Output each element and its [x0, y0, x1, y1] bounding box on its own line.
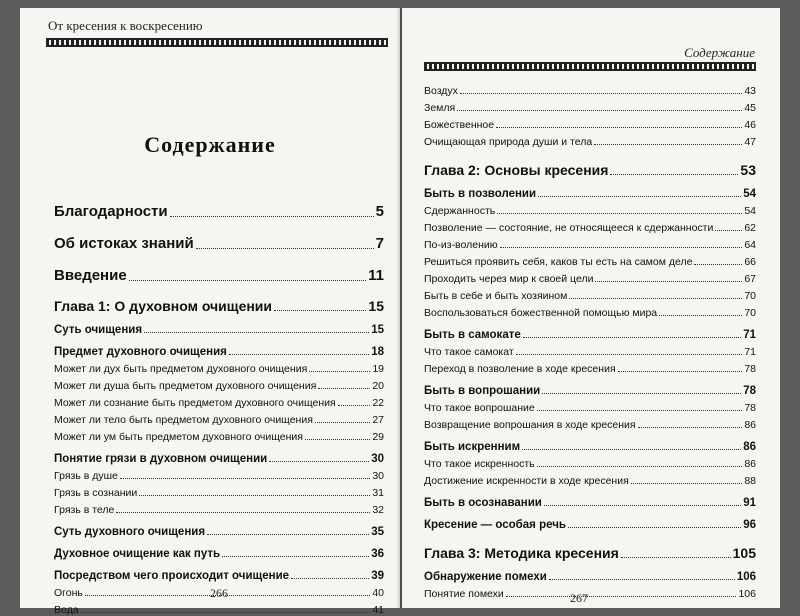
toc-entry-title: Может ли дух быть предметом духовного очищения	[54, 363, 308, 375]
toc-entry-title: Введение	[54, 267, 127, 284]
toc-entry-page: 45	[744, 102, 756, 114]
toc-entry-page: 40	[372, 587, 384, 599]
toc-entry-page: 31	[372, 487, 384, 499]
toc-leader-dots	[457, 110, 742, 111]
left-ornament-rule	[46, 38, 388, 47]
toc-leader-dots	[631, 483, 743, 484]
toc-entry-title: Понятие грязи в духовном очищении	[54, 453, 268, 465]
toc-leader-dots	[460, 93, 742, 94]
toc-entry	[424, 397, 756, 414]
toc-entry	[424, 319, 756, 341]
toc-entry	[424, 251, 756, 268]
toc-entry	[54, 426, 384, 443]
toc-entry-page: 18	[371, 346, 384, 358]
toc-entry-page: 53	[740, 162, 756, 178]
toc-entry-title: Может ли душа быть предметом духовного очищения	[54, 380, 317, 392]
toc-entry	[424, 531, 756, 561]
toc-entry	[424, 470, 756, 487]
toc-entry	[424, 583, 756, 600]
toc-entry-page: 27	[372, 414, 384, 426]
toc-entry	[54, 560, 384, 582]
toc-leader-dots	[659, 315, 742, 316]
toc-entry-title: Может ли тело быть предметом духовного очищения	[54, 414, 313, 426]
toc-entry-title: Суть очищения	[54, 324, 143, 336]
toc-entry-page: 30	[372, 470, 384, 482]
toc-entry-title: Суть духовного очищения	[54, 526, 206, 538]
toc-entry-title: Воспользоваться божественной помощью мира	[424, 307, 658, 319]
toc-entry	[424, 375, 756, 397]
toc-entry	[424, 234, 756, 251]
toc-leader-dots	[229, 354, 369, 355]
toc-entry-title: Божественное	[424, 119, 495, 131]
toc-entry-title: Вода	[54, 604, 79, 616]
toc-entry	[54, 599, 384, 616]
toc-leader-dots	[638, 427, 743, 428]
toc-entry-title: Грязь в душе	[54, 470, 118, 482]
toc-entry	[424, 414, 756, 431]
toc-leader-dots	[144, 332, 369, 333]
toc-leader-dots	[274, 310, 366, 311]
toc-entry-page: 78	[744, 402, 756, 414]
toc-entry-title: Об истоках знаний	[54, 235, 194, 252]
toc-leader-dots	[506, 596, 737, 597]
toc-entry-title: Быть в позволении	[424, 188, 537, 200]
toc-leader-dots	[315, 422, 370, 423]
toc-entry-page: 78	[743, 385, 756, 397]
toc-entry-page: 88	[744, 475, 756, 487]
toc-entry-page: 35	[371, 526, 384, 538]
toc-leader-dots	[522, 449, 741, 450]
toc-entry	[424, 561, 756, 583]
toc-leader-dots	[568, 527, 741, 528]
toc-entry-title: Быть в самокате	[424, 329, 521, 341]
toc-entry	[54, 499, 384, 516]
toc-entry-page: 41	[372, 604, 384, 616]
toc-entry	[424, 114, 756, 131]
toc-entry-page: 11	[368, 267, 384, 284]
toc-leader-dots	[516, 354, 743, 355]
toc-entry-title: Воздух	[424, 85, 458, 97]
toc-entry-page: 39	[371, 570, 384, 582]
toc-entry	[424, 487, 756, 509]
toc-entry-title: Что такое искренность	[424, 458, 535, 470]
toc-leader-dots	[610, 174, 738, 175]
toc-leader-dots	[129, 280, 366, 281]
toc-leader-dots	[305, 439, 370, 440]
toc-entry	[54, 516, 384, 538]
toc-entry	[54, 538, 384, 560]
toc-leader-dots	[621, 557, 731, 558]
right-toc-list	[424, 80, 756, 600]
toc-entry-page: 32	[372, 504, 384, 516]
toc-entry-title: Позволение — состояние, не относящееся к сдержанности	[424, 222, 714, 234]
toc-entry-page: 15	[371, 324, 384, 336]
toc-leader-dots	[537, 466, 743, 467]
toc-entry-page: 66	[744, 256, 756, 268]
toc-entry-title: Быть искренним	[424, 441, 521, 453]
toc-leader-dots	[496, 127, 742, 128]
toc-entry-page: 54	[744, 205, 756, 217]
toc-entry-page: 43	[744, 85, 756, 97]
toc-entry-title: Грязь в теле	[54, 504, 115, 516]
toc-entry-page: 86	[744, 419, 756, 431]
toc-leader-dots	[542, 393, 741, 394]
toc-leader-dots	[222, 556, 369, 557]
toc-entry	[424, 341, 756, 358]
toc-entry	[54, 252, 384, 284]
toc-entry	[54, 443, 384, 465]
toc-entry-page: 20	[372, 380, 384, 392]
toc-entry-page: 70	[744, 290, 756, 302]
toc-entry	[424, 358, 756, 375]
left-page	[20, 8, 400, 616]
toc-entry	[54, 358, 384, 375]
toc-entry-page: 15	[368, 298, 384, 314]
right-page	[402, 8, 780, 608]
toc-entry-title: Глава 3: Методика кресения	[424, 545, 619, 561]
toc-leader-dots	[269, 461, 369, 462]
toc-leader-dots	[116, 512, 370, 513]
toc-leader-dots	[715, 230, 742, 231]
toc-entry-page: 36	[371, 548, 384, 560]
toc-leader-dots	[500, 247, 743, 248]
toc-entry	[54, 220, 384, 252]
toc-leader-dots	[538, 196, 741, 197]
toc-entry-page: 96	[743, 519, 756, 531]
toc-entry-title: Глава 2: Основы кресения	[424, 162, 609, 178]
toc-entry-title: Что такое самокат	[424, 346, 514, 358]
toc-entry-page: 30	[371, 453, 384, 465]
toc-entry	[424, 285, 756, 302]
toc-entry-title: Переход в позволение в ходе кресения	[424, 363, 616, 375]
toc-entry	[54, 284, 384, 314]
toc-entry	[54, 392, 384, 409]
toc-entry-page: 19	[372, 363, 384, 375]
toc-entry-title: Быть в осознавании	[424, 497, 542, 509]
toc-entry-page: 5	[375, 203, 384, 220]
toc-entry-page: 105	[732, 545, 756, 561]
toc-entry-title: Огонь	[54, 587, 83, 599]
toc-entry-title: Духовное очищение как путь	[54, 548, 221, 560]
toc-entry-title: Быть в себе и быть хозяином	[424, 290, 568, 302]
toc-leader-dots	[497, 213, 742, 214]
toc-entry	[54, 482, 384, 499]
toc-entry-title: Грязь в сознании	[54, 487, 138, 499]
toc-entry-page: 64	[744, 239, 756, 251]
toc-entry-page: 71	[743, 329, 756, 341]
toc-entry-page: 7	[375, 235, 384, 252]
toc-entry-title: Быть в вопрошании	[424, 385, 541, 397]
right-ornament-rule	[424, 62, 756, 71]
toc-leader-dots	[594, 144, 742, 145]
toc-leader-dots	[694, 264, 742, 265]
toc-entry-page: 86	[744, 458, 756, 470]
toc-leader-dots	[537, 410, 743, 411]
toc-entry	[54, 314, 384, 336]
toc-leader-dots	[523, 337, 741, 338]
toc-entry	[424, 509, 756, 531]
toc-entry-page: 22	[372, 397, 384, 409]
toc-entry-title: Благодарности	[54, 203, 168, 220]
toc-leader-dots	[120, 478, 370, 479]
toc-entry-page: 62	[744, 222, 756, 234]
toc-entry	[54, 336, 384, 358]
toc-entry-title: Кресение — особая речь	[424, 519, 566, 531]
toc-entry	[424, 131, 756, 148]
toc-entry-title: Понятие помехи	[424, 588, 504, 600]
toc-entry	[424, 200, 756, 217]
toc-entry	[424, 80, 756, 97]
toc-entry-title: Может ли ум быть предметом духовного очищения	[54, 431, 303, 443]
toc-entry-page: 70	[744, 307, 756, 319]
toc-entry	[424, 178, 756, 200]
toc-title: Содержание	[144, 132, 276, 157]
toc-entry-title: Может ли сознание быть предметом духовного очищения	[54, 397, 336, 409]
toc-entry	[424, 148, 756, 178]
toc-leader-dots	[196, 248, 374, 249]
toc-entry-page: 29	[372, 431, 384, 443]
toc-entry-title: Решиться проявить себя, каков ты есть на самом деле	[424, 256, 693, 268]
toc-entry-page: 78	[744, 363, 756, 375]
toc-entry-title: Обнаружение помехи	[424, 571, 547, 583]
toc-leader-dots	[170, 216, 374, 217]
toc-entry-page: 106	[736, 571, 756, 583]
toc-leader-dots	[291, 578, 369, 579]
toc-entry-title: Что такое вопрошание	[424, 402, 535, 414]
toc-leader-dots	[618, 371, 743, 372]
toc-entry-page: 71	[744, 346, 756, 358]
toc-entry-title: Проходить через мир к своей цели	[424, 273, 594, 285]
toc-leader-dots	[338, 405, 371, 406]
toc-entry	[424, 431, 756, 453]
toc-entry-title: Посредством чего происходит очищение	[54, 570, 290, 582]
toc-leader-dots	[139, 495, 370, 496]
toc-entry	[424, 302, 756, 319]
toc-entry-title: Очищающая природа души и тела	[424, 136, 593, 148]
toc-leader-dots	[595, 281, 742, 282]
toc-leader-dots	[207, 534, 369, 535]
toc-entry-title: По-из-волению	[424, 239, 498, 251]
toc-leader-dots	[569, 298, 742, 299]
toc-leader-dots	[549, 579, 735, 580]
toc-entry	[424, 268, 756, 285]
toc-entry-page: 86	[743, 441, 756, 453]
left-running-head: От кресения к воскресению	[48, 18, 203, 33]
toc-entry-title: Глава 1: О духовном очищении	[54, 298, 273, 314]
toc-leader-dots	[81, 612, 371, 613]
toc-entry	[54, 409, 384, 426]
left-page-number: 266	[210, 586, 228, 600]
left-toc-list	[54, 188, 384, 616]
toc-entry	[54, 375, 384, 392]
toc-entry-page: 91	[743, 497, 756, 509]
toc-entry-page: 54	[743, 188, 756, 200]
right-running-head: Содержание	[684, 45, 755, 60]
toc-entry	[54, 465, 384, 482]
toc-entry-title: Земля	[424, 102, 456, 114]
toc-entry-page: 106	[738, 588, 756, 600]
toc-entry	[424, 97, 756, 114]
toc-entry	[424, 453, 756, 470]
toc-entry-page: 46	[744, 119, 756, 131]
toc-entry-title: Возвращение вопрошания в ходе кресения	[424, 419, 636, 431]
toc-leader-dots	[318, 388, 370, 389]
toc-entry-title: Предмет духовного очищения	[54, 346, 227, 358]
toc-entry-page: 67	[744, 273, 756, 285]
toc-entry-title: Достижение искренности в ходе кресения	[424, 475, 629, 487]
toc-entry	[54, 188, 384, 220]
toc-leader-dots	[544, 505, 741, 506]
toc-entry	[424, 217, 756, 234]
toc-entry-page: 47	[744, 136, 756, 148]
toc-leader-dots	[309, 371, 370, 372]
toc-entry-title: Сдержанность	[424, 205, 496, 217]
right-page-number: 267	[570, 591, 588, 605]
